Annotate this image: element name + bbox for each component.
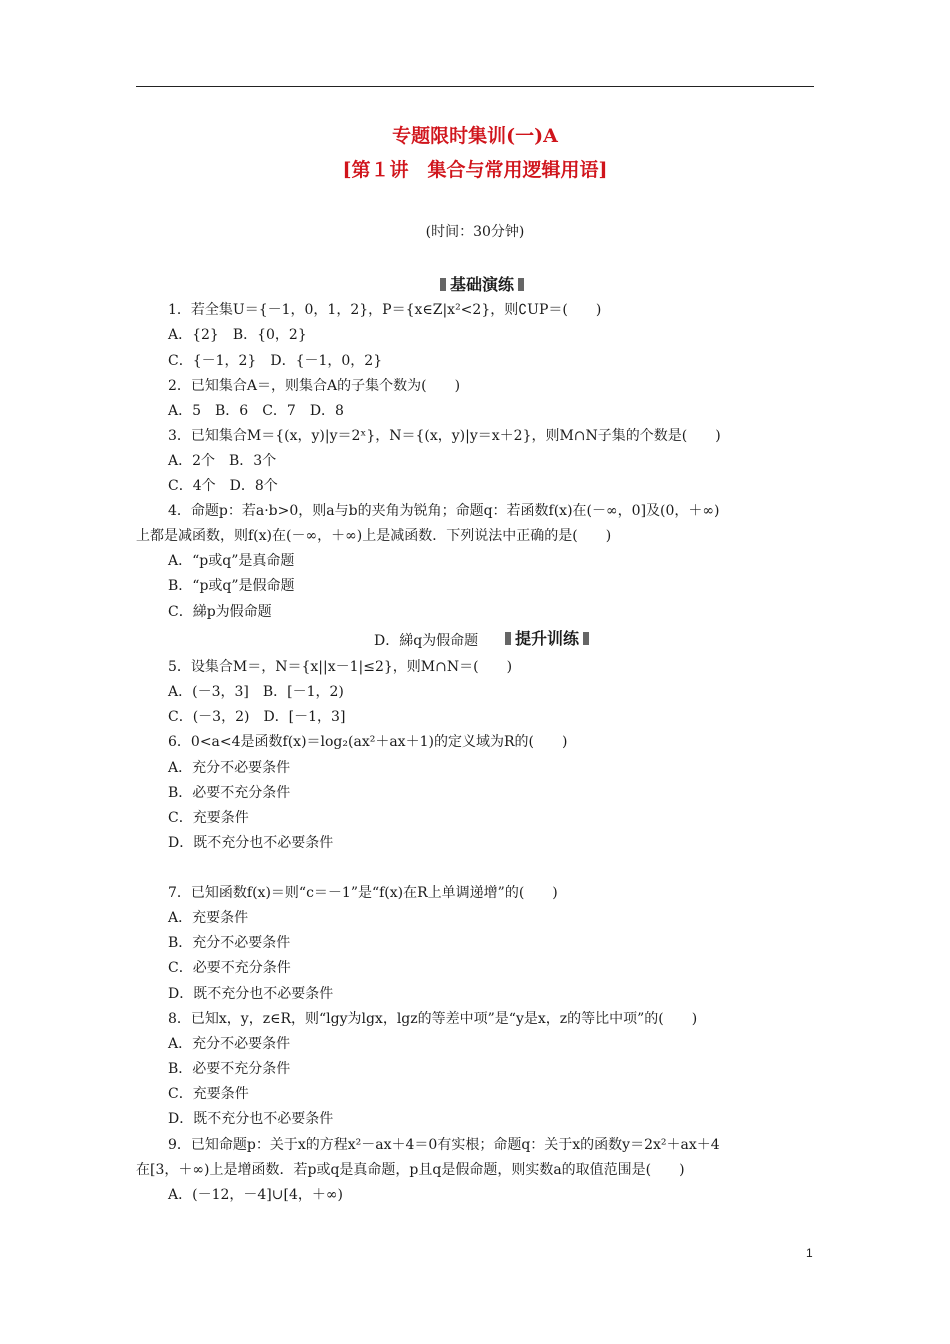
question-3-options-cd: C．4个 D．8个 (168, 478, 278, 494)
section-basic-label: 基础演练 (450, 275, 515, 294)
section-bar-left (505, 632, 511, 645)
question-6-option-c: C．充要条件 (168, 810, 249, 826)
question-8-option-c: C．充要条件 (168, 1086, 249, 1102)
question-5-options-ab: A．(－3，3] B．[－1，2) (168, 684, 344, 700)
section-advanced (501, 629, 593, 649)
question-3-options-ab: A．2个 B．3个 (168, 453, 277, 469)
question-7-option-d: D．既不充分也不必要条件 (168, 986, 334, 1002)
section-bar-left (440, 278, 446, 291)
question-4-option-b: B．“p或q”是假命题 (168, 578, 295, 594)
question-5: 5．设集合M＝，N＝{x||x－1|≤2}，则M∩N＝( ) (168, 659, 513, 675)
question-7-option-a: A．充要条件 (168, 910, 249, 926)
question-4-option-a: A．“p或q”是真命题 (168, 553, 295, 569)
question-1: 1．若全集U＝{－1，0，1，2}，P＝{x∈Z|x²<2}，则∁UP＝( ) (168, 302, 602, 318)
section-bar-right (518, 278, 524, 291)
question-9: 9．已知命题p：关于x的方程x²－ax＋4＝0有实根；命题q：关于x的函数y＝2x²＋ax＋4 (168, 1137, 720, 1153)
question-6-option-b: B．必要不充分条件 (168, 785, 291, 801)
question-7-option-c: C．必要不充分条件 (168, 960, 291, 976)
question-5-options-cd: C．(－3，2) D．[－1，3] (168, 709, 346, 725)
doc-title: 专题限时集训(一)A (392, 125, 558, 147)
question-1-options-ab: A．{2} B．{0，2} (168, 327, 307, 343)
question-6-option-d: D．既不充分也不必要条件 (168, 835, 334, 851)
question-8: 8．已知x，y，z∈R，则“lgy为lgx，lgz的等差中项”是“y是x，z的等比中项”的( ) (168, 1011, 698, 1027)
section-advanced-label: 提升训练 (515, 629, 580, 648)
doc-subtitle: [第１讲 集合与常用逻辑用语] (342, 159, 608, 181)
question-7-option-b: B．充分不必要条件 (168, 935, 291, 951)
question-8-option-a: A．充分不必要条件 (168, 1036, 291, 1052)
question-7: 7．已知函数f(x)＝则“c＝－1”是“f(x)在R上单调递增”的( ) (168, 885, 558, 901)
time-limit: (时间：30分钟) (425, 224, 525, 240)
question-3: 3．已知集合M＝{(x，y)|y＝2ˣ}，N＝{(x，y)|y＝x＋2}，则M∩N子集的个数是( ) (168, 428, 721, 444)
header-rule (136, 86, 814, 87)
question-8-option-b: B．必要不充分条件 (168, 1061, 291, 1077)
question-6: 6．0<a<4是函数f(x)＝log₂(ax²＋ax＋1)的定义域为R的( ) (168, 734, 568, 750)
question-2: 2．已知集合A＝，则集合A的子集个数为( ) (168, 378, 461, 394)
question-1-options-cd: C．{－1，2} D．{－1，0，2} (168, 353, 383, 369)
question-9-continued: 在[3，＋∞)上是增函数．若p或q是真命题，p且q是假命题，则实数a的取值范围是( ) (136, 1162, 685, 1178)
page-number: 1 (806, 1246, 813, 1260)
section-bar-right (583, 632, 589, 645)
section-basic (436, 275, 528, 295)
question-9-option-a: A．(－12，－4]∪[4，＋∞) (168, 1187, 343, 1203)
question-6-option-a: A．充分不必要条件 (168, 760, 291, 776)
question-4-option-c: C．綈p为假命题 (168, 604, 272, 620)
question-8-option-d: D．既不充分也不必要条件 (168, 1111, 334, 1127)
question-2-options: A．5 B．6 C．7 D．8 (168, 403, 344, 419)
question-4-continued: 上都是减函数，则f(x)在(－∞，＋∞)上是减函数．下列说法中正确的是( ) (136, 528, 612, 544)
question-4-option-d: D．綈q为假命题 (374, 633, 479, 649)
question-4: 4．命题p：若a·b>0，则a与b的夹角为锐角；命题q：若函数f(x)在(－∞，0]及(0，＋∞) (168, 503, 720, 519)
